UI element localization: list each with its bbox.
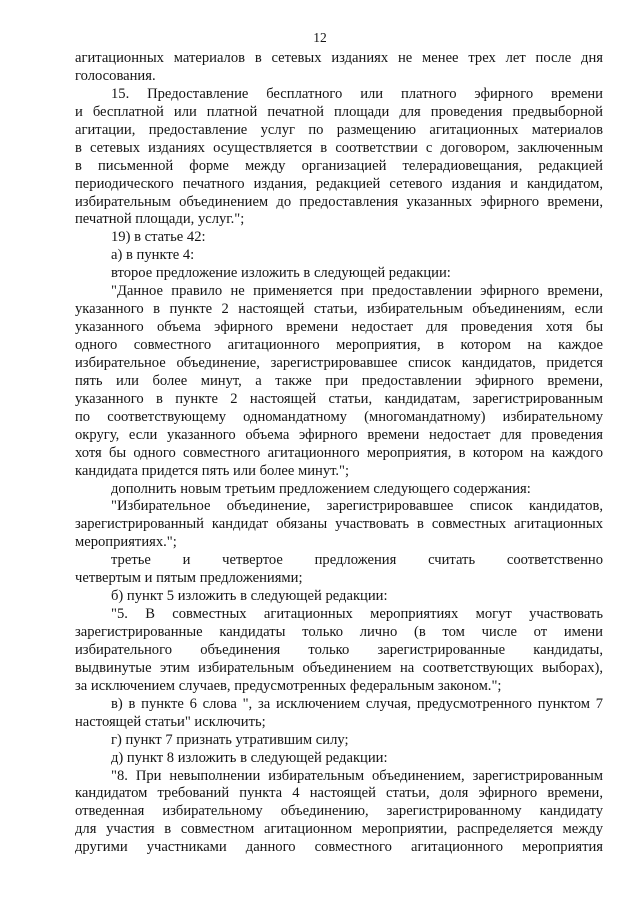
- text-line: за исключением случаев, предусмотренных федеральным законом.";: [75, 677, 502, 694]
- text-line: 15. Предоставление бесплатного или платного эфирного времени: [111, 85, 603, 102]
- document-body: [75, 50, 603, 857]
- text-line: печатной площади, услуг.";: [75, 211, 245, 228]
- text-line: избирательного объединения только зарегистрированные кандидаты,: [75, 641, 603, 658]
- text-line: выдвинутые этим избирательным объединением на соответствующих выборах),: [75, 659, 603, 676]
- text-line: "8. При невыполнении избирательным объединением, зарегистрированным: [111, 767, 603, 784]
- text-line: а) в пункте 4:: [111, 247, 195, 264]
- text-line: одного совместного агитационного мероприятия, в котором на каждое: [75, 337, 603, 353]
- text-line: кандидата придется пять или более минут.";: [75, 462, 350, 479]
- text-line: округу, если указанного объема эфирного времени недостает для проведения: [75, 426, 603, 443]
- text-line: хотя бы одного совместного агитационного мероприятия, в котором на каждого: [75, 444, 603, 461]
- text-line: избирательное объединение, зарегистрировавшее список кандидатов, придется: [75, 354, 603, 371]
- text-line: "Данное правило не применяется при предоставлении эфирного времени,: [111, 283, 603, 300]
- text-line: д) пункт 8 изложить в следующей редакции:: [111, 749, 388, 766]
- text-line: второе предложение изложить в следующей редакции:: [111, 265, 451, 282]
- text-line: периодического печатного издания, редакцией сетевого издания и кандидатом,: [75, 175, 603, 192]
- text-line: другими участниками данного совместного агитационного мероприятия: [75, 839, 603, 856]
- page-number: 12: [313, 30, 327, 45]
- text-line: указанного объема эфирного времени недостает для проведения хотя бы: [75, 319, 603, 336]
- text-line: по соответствующему одномандатному (многомандатному) избирательному: [75, 408, 603, 425]
- text-line: кандидатом требований пункта 4 настоящей статьи, доля эфирного времени,: [75, 785, 603, 802]
- text-line: дополнить новым третьим предложением следующего содержания:: [111, 480, 531, 497]
- text-line: голосования.: [75, 67, 156, 84]
- text-line: агитационных материалов в сетевых изданиях не менее трех лет после дня: [75, 50, 603, 66]
- text-line: зарегистрированный кандидат обязаны участвовать в совместных агитационных: [75, 516, 603, 533]
- text-line: пять или более минут, а также при предоставлении эфирного времени,: [75, 372, 603, 389]
- text-line: третье и четвертое предложения считать соответственно: [111, 552, 603, 569]
- text-line: указанного в пункте 2 настоящей статьи, кандидатам, зарегистрированным: [75, 390, 603, 407]
- text-line: и бесплатной или платной печатной площади для проведения предвыборной: [75, 103, 603, 120]
- text-line: б) пункт 5 изложить в следующей редакции:: [111, 588, 388, 605]
- text-line: 19) в статье 42:: [111, 229, 206, 246]
- text-line: "5. В совместных агитационных мероприятиях могут участвовать: [111, 606, 603, 623]
- text-line: агитации, предоставление услуг по размещению агитационных материалов: [75, 121, 603, 138]
- text-line: "Избирательное объединение, зарегистрировавшее список кандидатов,: [111, 498, 603, 515]
- text-line: настоящей статьи" исключить;: [75, 713, 266, 730]
- text-line: указанного в пункте 2 настоящей статьи, избирательным объединениям, если: [75, 301, 603, 318]
- text-line: четвертым и пятым предложениями;: [75, 570, 303, 587]
- text-line: мероприятиях.";: [75, 534, 177, 551]
- text-line: г) пункт 7 признать утратившим силу;: [111, 731, 349, 748]
- text-line: в письменной форме между организацией телерадиовещания, редакцией: [75, 157, 603, 174]
- text-line: избирательным объединением до предоставления указанных эфирного времени,: [75, 193, 603, 210]
- text-line: в сетевых изданиях осуществляется в соответствии с договором, заключенным: [75, 139, 603, 156]
- text-line: отведенная избирательному объединению, зарегистрированному кандидату: [75, 803, 603, 820]
- text-line: в) в пункте 6 слова ", за исключением случая, предусмотренного пунктом 7: [111, 695, 603, 712]
- text-line: для участия в совместном агитационном мероприятии, распределяется между: [75, 821, 603, 838]
- text-line: зарегистрированные кандидаты только лично (в том числе от имени: [75, 624, 603, 640]
